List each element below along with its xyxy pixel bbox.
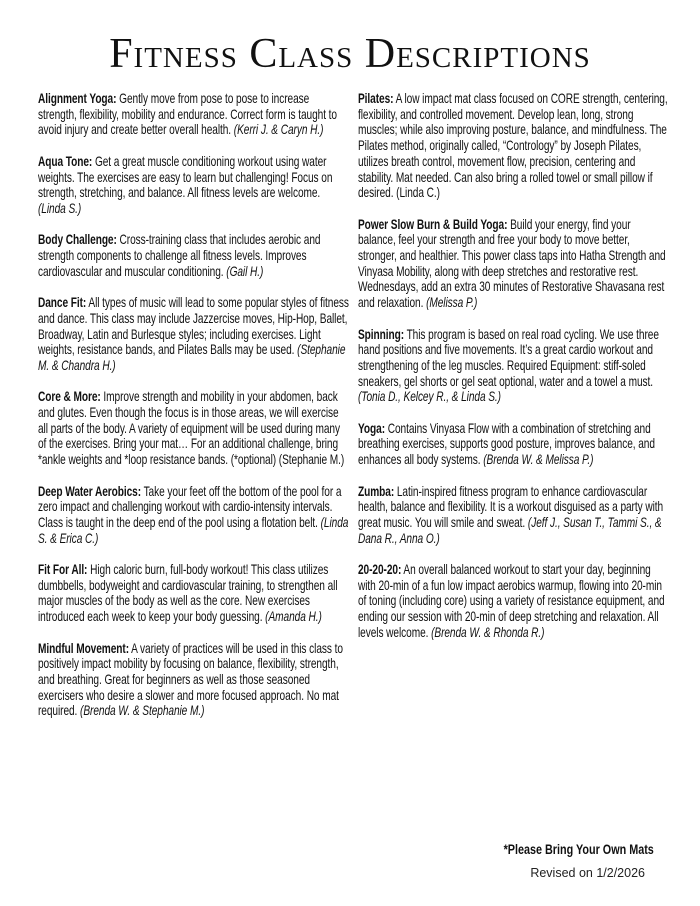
class-description: A variety of practices will be used in this class to positively impact mobility by focusing on balance, flexibility, strength, and breathing. Great for beginners as well as those seasoned exercisers who desire a slower and more focused approach. No mat required. [38, 640, 343, 719]
class-description: Latin-inspired fitness program to enhance cardiovascular health, balance and flexibility. It is a workout disguised as a party with great music. You will smile and sweat. [358, 483, 664, 530]
bring-mats-note [0, 842, 654, 857]
class-name: 20-20-20: [358, 562, 402, 578]
class-fit-for-all [38, 562, 349, 625]
class-description: High caloric burn, full-body workout! This class utilizes dumbbells, bodyweight and cardiovascular training, to strengthen all major muscles of the body as well as the core. New exercises introduced each week to keep your body guessing. [38, 562, 338, 625]
class-instructors: (Kerri J. & Caryn H.) [233, 122, 324, 138]
class-power-slow-burn-yoga [358, 217, 669, 311]
class-name: Fit For All: [38, 562, 88, 577]
class-instructors: (Brenda W. & Stephanie M.) [80, 703, 205, 719]
class-description: Contains Vinyasa Flow with a combination of stretching and breathing exercises, supports good posture, improves balance, and enhances all body systems. [358, 420, 655, 468]
class-name: Spinning: [358, 326, 405, 342]
class-description: Gently move from pose to pose to increase strength, flexibility, mobility and endurance. Correct form is taught to avoid injury and create better overall health. [38, 91, 337, 138]
class-description: All types of music will lead to some popular styles of fitness and dance. This class may include Jazzercise moves, Hip-Hop, Ballet, Broadway, Latin and Burlesque styles; including exercises. Light weights, resistance bands, and Pilates Balls may be used. [38, 295, 349, 358]
class-name: Aqua Tone: [38, 153, 93, 169]
class-description: Cross-training class that includes aerobic and strength components to challenge all fitness levels. Improves cardiovascular and muscular conditioning. [38, 232, 321, 279]
class-name: Alignment Yoga: [38, 91, 117, 106]
class-description: A low impact mat class focused on CORE strength, centering, flexibility, and controlled movement. Develop lean, long, strong muscles; while also improving posture, balance, and mindfulness. The Pilates method, originally called, “Contrology” by Joseph Pilates, utilizes breath control, movement flow, precision, centering and stability. Mat needed. Can also bring a rolled towel or small pillow if desired. (Linda C.) [358, 91, 668, 201]
class-mindful-movement [38, 641, 349, 720]
class-instructors: (Jeff J., Susan T., Tammi S., & Dana R., Anna O.) [358, 514, 662, 546]
class-description: This program is based on real road cycling. We use three hand positions and five movements. It’s a great cardio workout and strengthening of the leg muscles. Required Equipment: stiff-soled sneakers, gel shorts or gel seat optional, water and a towel a must. [358, 326, 659, 389]
class-name: Yoga: [358, 420, 386, 436]
page-title: Fitness Class Descriptions [109, 31, 591, 77]
class-name: Core & More: [38, 389, 101, 405]
class-instructors: (Melissa P.) [426, 295, 478, 311]
class-instructors: (Stephanie M. & Chandra H.) [38, 342, 346, 373]
class-instructors: (Gail H.) [226, 263, 264, 279]
class-instructors: (Amanda H.) [265, 609, 322, 625]
class-name: Pilates: [358, 91, 394, 106]
class-instructors: (Brenda W. & Melissa P.) [483, 452, 594, 468]
class-yoga [358, 421, 669, 468]
class-deep-water-aerobics [38, 484, 349, 547]
class-aqua-tone [38, 154, 349, 217]
left-column [38, 91, 349, 735]
class-description: Take your feet off the bottom of the pool for a zero impact and challenging workout with cardio-intensity intervals. Class is taught in the deep end of the pool using a flotation belt. [38, 483, 342, 530]
class-name: Power Slow Burn & Build Yoga: [358, 216, 508, 232]
class-instructors: (Tonia D., Kelcey R., & Linda S.) [358, 389, 501, 405]
class-instructors: (Linda S. & Erica C.) [38, 514, 349, 546]
class-instructors: (Brenda W. & Rhonda R.) [431, 624, 545, 640]
class-zumba [358, 484, 669, 547]
class-name: Mindful Movement: [38, 640, 130, 656]
class-alignment-yoga [38, 91, 349, 138]
class-dance-fit [38, 295, 349, 374]
class-description: Improve strength and mobility in your abdomen, back and glutes. Even though the focus is in those areas, we will exercise all parts of the body. A variety of equipment will be used during many of the exercises. Bring your mat… For an additional challenge, bring *ankle weights and *loop resistance bands. (*optional) (Stephanie M.) [38, 389, 345, 468]
class-description: Build your energy, find your balance, feel your strength and free your body to move better, stronger, and healthier. This power class taps into Hatha Strength and Vinyasa Mobility, along with deep stretches and restorative rest. Wednesdays, add an extra 30 minutes of Restorative Shavasana rest and relaxation. [358, 216, 666, 311]
class-core-and-more [38, 389, 349, 468]
class-20-20-20 [358, 562, 669, 641]
right-column [358, 91, 669, 656]
class-name: Deep Water Aerobics: [38, 483, 142, 499]
bring-mats-note-text: *Please Bring Your Own Mats [503, 842, 654, 857]
class-instructors: (Linda S.) [38, 200, 82, 216]
class-pilates [358, 91, 669, 201]
revised-date: Revised on 1/2/2026 [530, 866, 645, 880]
class-description: Get a great muscle conditioning workout using water weights. The exercises are easy to learn but challenging! Focus on strength, stretching, and balance. All fitness levels are welcome. [38, 153, 333, 201]
class-body-challenge [38, 232, 349, 279]
class-name: Dance Fit: [38, 295, 87, 311]
class-name: Zumba: [358, 483, 395, 499]
class-description: An overall balanced workout to start your day, beginning with 20-min of a fun low impact aerobics warmup, flowing into 20-min of toning (including core) using a variety of resistance equipment, and ending our session with 20-min of deep stretching and relaxation. All levels welcome. [358, 562, 665, 640]
class-spinning [358, 327, 669, 406]
class-name: Body Challenge: [38, 232, 117, 248]
